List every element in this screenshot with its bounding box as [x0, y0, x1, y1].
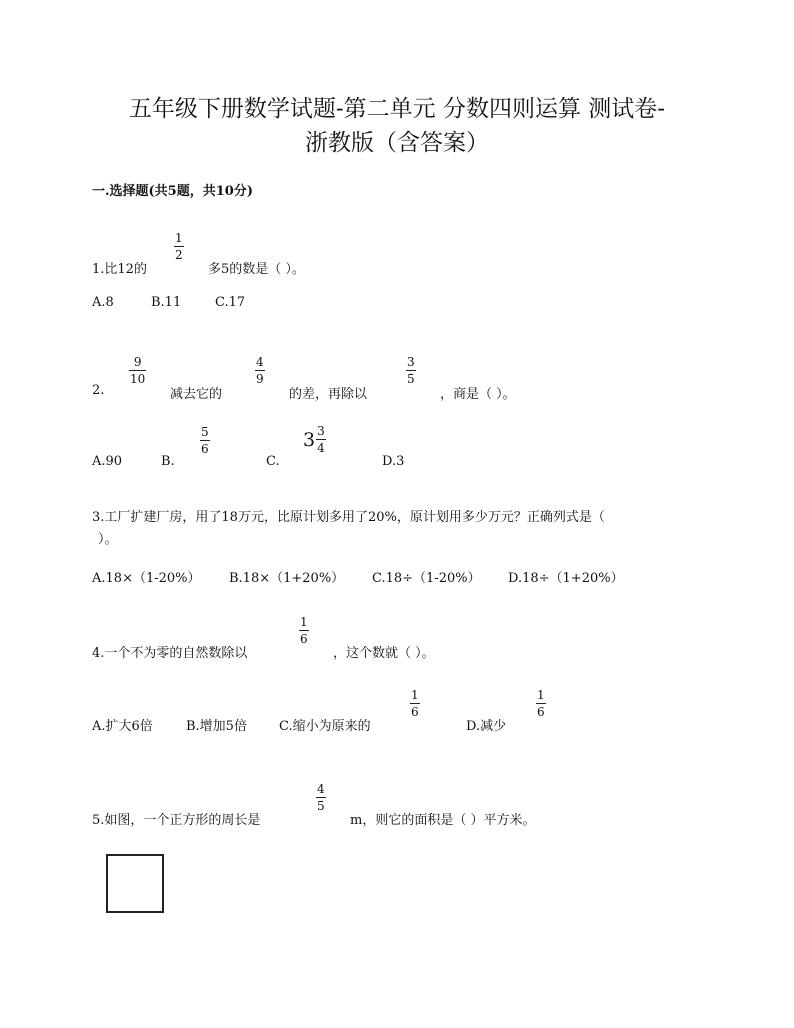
q4-option-d-label: D.减少 — [466, 719, 507, 734]
q2-option-c-fraction — [316, 424, 326, 455]
q4-fraction — [299, 615, 309, 646]
q2-option-a: A.90 — [92, 454, 123, 469]
q2-option-c-denominator: 4 — [317, 441, 325, 455]
fraction-bar — [410, 703, 420, 704]
q2-option-b-numerator: 5 — [201, 425, 209, 439]
q2-mid-1: 减去它的 — [170, 387, 223, 402]
q4-option-c-label: C.缩小为原来的 — [279, 719, 371, 734]
q1-fraction — [174, 231, 184, 262]
q3-option-b: B.18×（1+20%） — [229, 571, 345, 586]
fraction-bar — [536, 703, 546, 704]
q2-fraction-2-numerator: 4 — [256, 355, 264, 369]
q5-prefix: 5.如图，一个正方形的周长是 — [92, 813, 261, 828]
q1-suffix: 多5的数是（ ）。 — [208, 262, 305, 277]
q4-option-c-fraction — [410, 688, 420, 719]
q1-fraction-denominator: 2 — [175, 248, 183, 262]
q2-option-c-numerator: 3 — [317, 424, 325, 438]
q2-prefix: 2. — [92, 383, 105, 398]
q4-option-b: B.增加5倍 — [186, 719, 247, 734]
q4-fraction-denominator: 6 — [300, 632, 308, 646]
q4-option-d-denominator: 6 — [537, 705, 545, 719]
q3-option-d: D.18÷（1+20%） — [508, 571, 624, 586]
square-figure — [106, 854, 164, 913]
q4-option-c-denominator: 6 — [411, 705, 419, 719]
q2-fraction-2-denominator: 9 — [256, 372, 264, 386]
section-heading: 一.选择题(共5题，共10分) — [92, 184, 253, 199]
q2-option-b-label: B. — [161, 454, 175, 469]
q2-option-c-whole: 3 — [303, 428, 316, 451]
q1-prefix: 1.比12的 — [92, 262, 147, 277]
q1-option-a: A.8 — [92, 295, 114, 310]
q5-suffix: m，则它的面积是（ ）平方米。 — [350, 813, 536, 828]
q1-fraction-numerator: 1 — [175, 231, 183, 245]
q4-option-d-fraction — [536, 688, 546, 719]
q3-line-1: 3.工厂扩建厂房，用了18万元，比原计划多用了20%，原计划用多少万元？正确列式是（ — [92, 510, 605, 525]
q5-fraction — [316, 782, 326, 813]
q3-option-c: C.18÷（1-20%） — [372, 571, 481, 586]
fraction-bar — [255, 370, 265, 371]
q2-mid-2: 的差，再除以 — [289, 387, 368, 402]
q2-fraction-2 — [255, 355, 265, 386]
q2-suffix: ，商是（ ）。 — [440, 387, 516, 402]
q4-fraction-numerator: 1 — [300, 615, 308, 629]
page-title-line2: 浙教版（含答案） — [305, 130, 489, 156]
fraction-bar — [129, 370, 146, 371]
q2-fraction-3-numerator: 3 — [407, 355, 415, 369]
fraction-bar — [299, 630, 309, 631]
q1-option-b: B.11 — [151, 295, 182, 310]
q2-option-b-denominator: 6 — [201, 442, 209, 456]
q3-line-2: ）。 — [98, 532, 118, 547]
q4-suffix: ，这个数就（ ）。 — [333, 646, 435, 661]
q5-fraction-denominator: 5 — [317, 799, 325, 813]
q2-fraction-1 — [129, 355, 146, 386]
q2-option-c-label: C. — [266, 454, 280, 469]
q2-fraction-1-denominator: 10 — [130, 372, 146, 386]
q4-option-d-numerator: 1 — [537, 688, 545, 702]
fraction-bar — [316, 439, 326, 440]
q4-option-a: A.扩大6倍 — [92, 719, 153, 734]
fraction-bar — [200, 440, 210, 441]
q1-option-c: C.17 — [215, 295, 246, 310]
q2-option-c-mixed-number — [303, 424, 326, 455]
q2-option-b-fraction — [200, 425, 210, 456]
q2-fraction-3 — [406, 355, 416, 386]
q4-option-c-numerator: 1 — [411, 688, 419, 702]
fraction-bar — [406, 370, 416, 371]
q5-fraction-numerator: 4 — [317, 782, 325, 796]
q3-option-a: A.18×（1-20%） — [92, 571, 201, 586]
fraction-bar — [316, 797, 326, 798]
q2-fraction-3-denominator: 5 — [407, 372, 415, 386]
fraction-bar — [174, 246, 184, 247]
q2-fraction-1-numerator: 9 — [133, 355, 142, 369]
q2-option-d: D.3 — [382, 454, 405, 469]
page-title-line1: 五年级下册数学试题-第二单元 分数四则运算 测试卷- — [128, 96, 666, 122]
q4-prefix: 4.一个不为零的自然数除以 — [92, 646, 248, 661]
